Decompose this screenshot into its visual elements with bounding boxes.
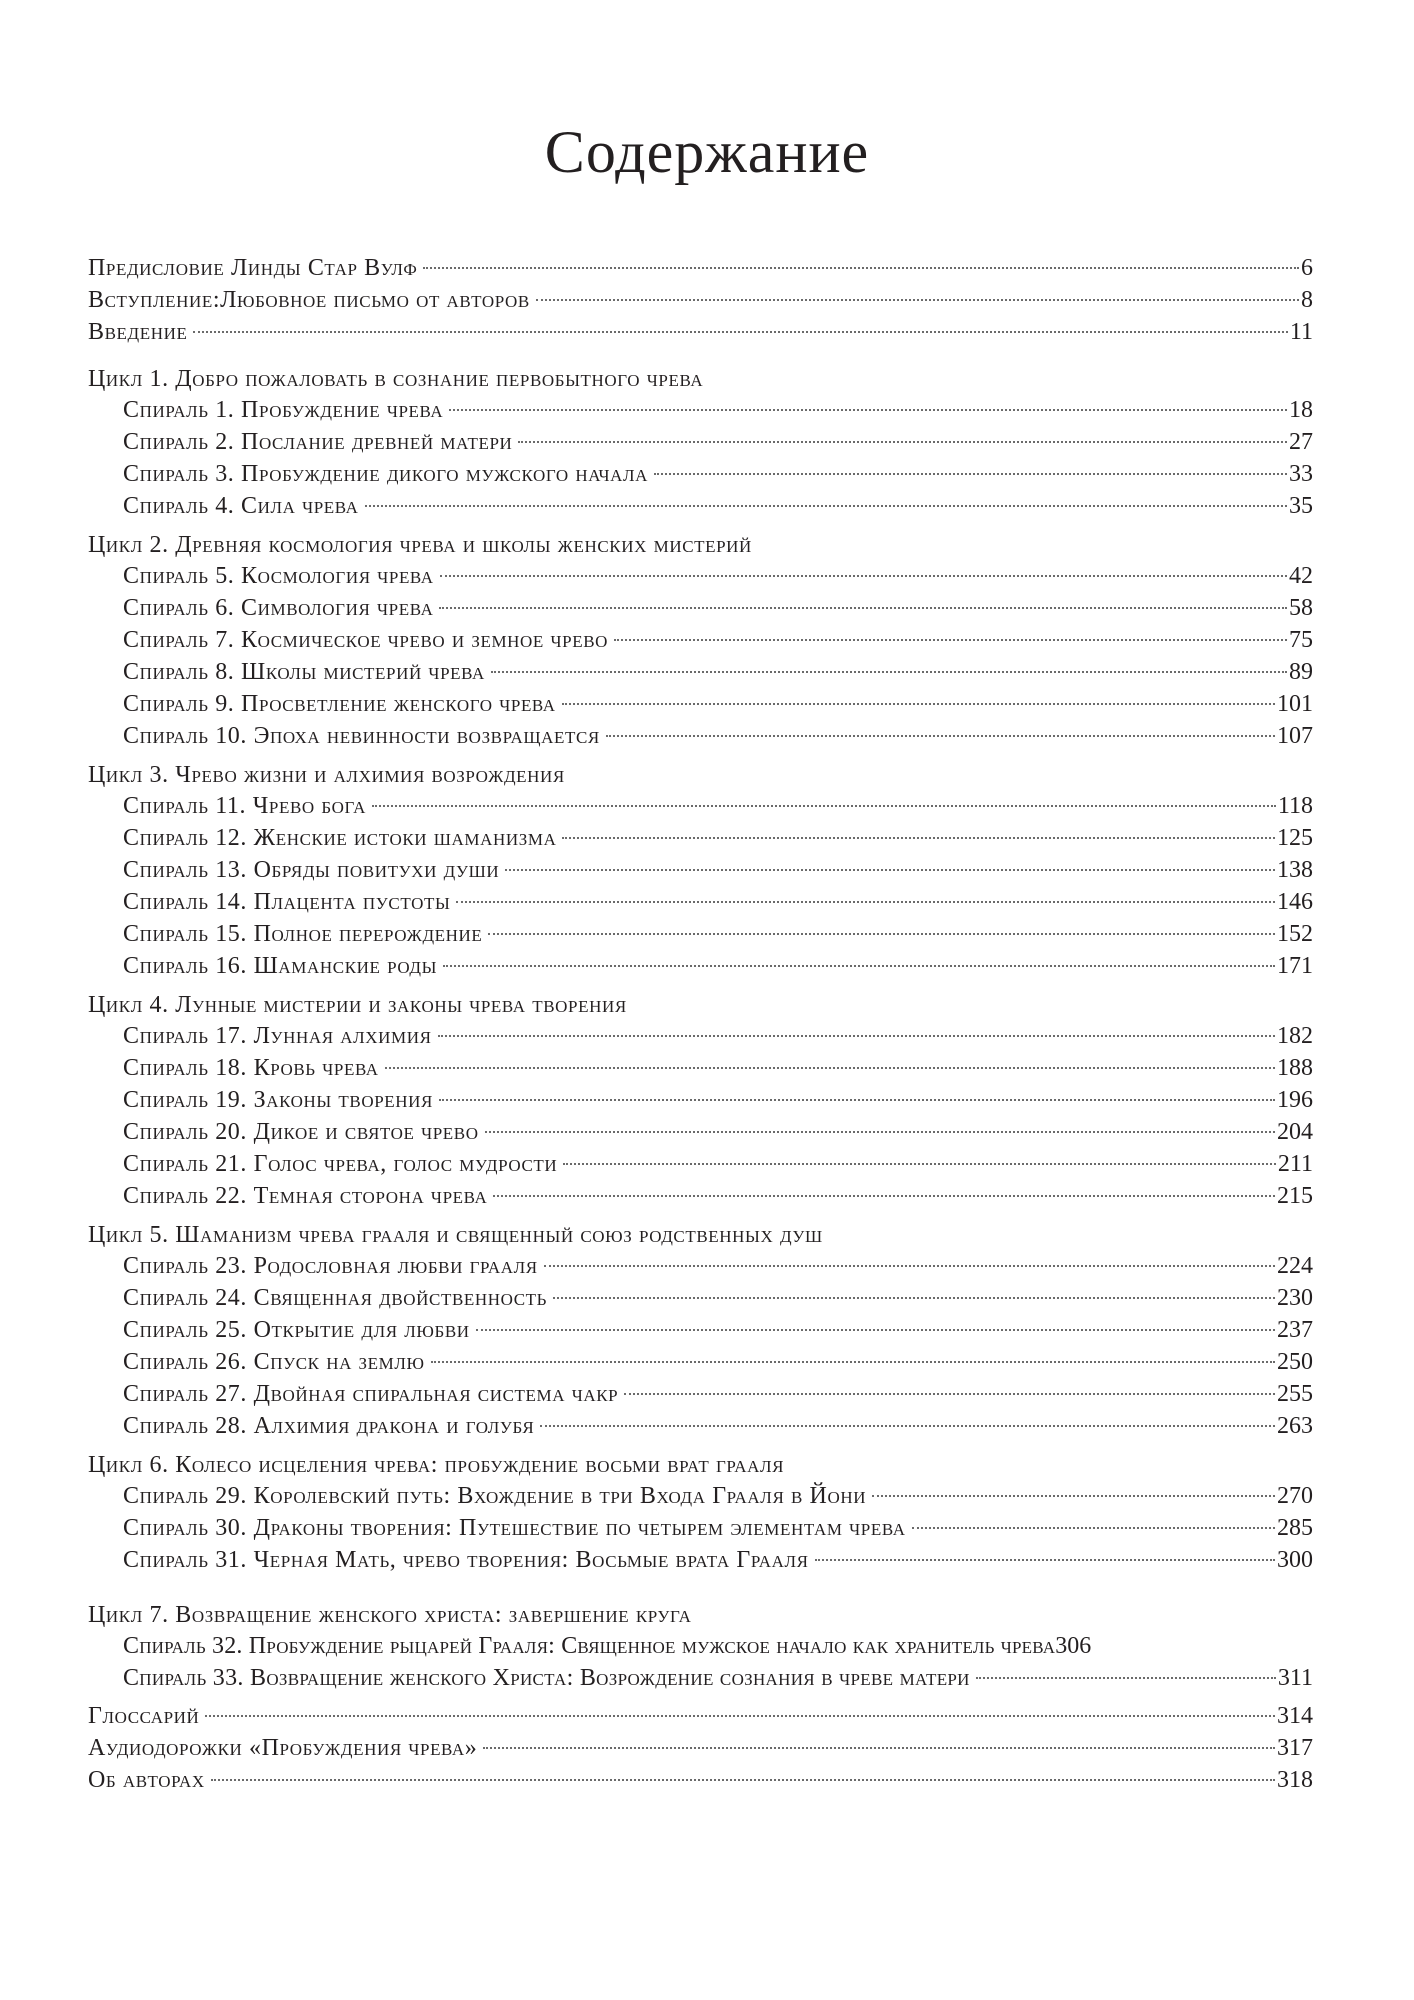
dot-leader xyxy=(544,1265,1275,1267)
dot-leader xyxy=(385,1067,1275,1069)
toc-entry-page: 107 xyxy=(1277,723,1313,749)
dot-leader xyxy=(488,933,1275,935)
toc-entry-page: 118 xyxy=(1277,793,1313,819)
toc-entry-spiral-22[interactable] xyxy=(88,1180,1313,1212)
toc-entry-page: 224 xyxy=(1277,1253,1313,1279)
toc-entry-page: 152 xyxy=(1277,921,1313,947)
toc-entry-label: Спираль 24. Священная двойственность xyxy=(123,1285,548,1311)
dot-leader xyxy=(536,299,1299,301)
toc-entry-label: Спираль 27. Двойная спиральная система чакр xyxy=(123,1381,619,1407)
dot-leader xyxy=(505,869,1275,871)
toc-entry-spiral-10[interactable] xyxy=(88,720,1313,752)
dot-leader xyxy=(493,1195,1275,1197)
toc-entry-page: 42 xyxy=(1289,563,1313,589)
toc-entry-spiral-3[interactable] xyxy=(88,458,1313,490)
toc-entry-page: 125 xyxy=(1277,825,1313,851)
toc-entry-label: Спираль 29. Королевский путь: Вхождение в три Входа Грааля в Йони xyxy=(123,1483,867,1509)
dot-leader xyxy=(912,1527,1275,1529)
toc-entry-spiral-6[interactable] xyxy=(88,592,1313,624)
toc-entry-label: Глоссарий xyxy=(88,1703,200,1729)
toc-entry-page: 318 xyxy=(1277,1767,1313,1793)
cycle-heading-4[interactable]: Цикл 4. Лунные мистерии и законы чрева творения xyxy=(88,992,627,1018)
toc-entry-label: Спираль 25. Открытие для любви xyxy=(123,1317,470,1343)
toc-entry-page: 215 xyxy=(1277,1183,1313,1209)
toc-entry-page: 182 xyxy=(1277,1023,1313,1049)
toc-entry-label: Спираль 23. Родословная любви грааля xyxy=(123,1253,538,1279)
toc-entry-page: 8 xyxy=(1301,287,1313,313)
toc-entry-spiral-2[interactable] xyxy=(88,426,1313,458)
toc-entry-label: Спираль 13. Обряды повитухи души xyxy=(123,857,500,883)
dot-leader xyxy=(449,409,1287,411)
dot-leader xyxy=(491,671,1287,673)
toc-entry-spiral-31[interactable] xyxy=(88,1544,1313,1576)
toc-entry-label: Спираль 8. Школы мистерий чрева xyxy=(123,659,485,685)
toc-entry-label: Спираль 1. Пробуждение чрева xyxy=(123,397,444,423)
toc-entry-page: 75 xyxy=(1289,627,1313,653)
table-of-contents xyxy=(88,252,1313,1796)
toc-entry-label: Спираль 16. Шаманские роды xyxy=(123,953,438,979)
toc-entry-label: Спираль 26. Спуск на землю xyxy=(123,1349,425,1375)
dot-leader xyxy=(205,1715,1275,1717)
toc-entry-page: 211 xyxy=(1277,1151,1313,1177)
toc-entry-page: 33 xyxy=(1289,461,1313,487)
dot-leader xyxy=(518,441,1287,443)
toc-entry-label: Спираль 7. Космическое чрево и земное чрево xyxy=(123,627,609,653)
toc-entry-spiral-30[interactable] xyxy=(88,1512,1313,1544)
toc-entry-page: 171 xyxy=(1277,953,1313,979)
toc-entry-label: Спираль 11. Чрево бога xyxy=(123,793,366,819)
toc-entry-page: 18 xyxy=(1289,397,1313,423)
dot-leader xyxy=(439,1099,1275,1101)
toc-entry-label: Аудиодорожки «Пробуждения чрева» xyxy=(88,1735,478,1761)
toc-entry-page: 27 xyxy=(1289,429,1313,455)
toc-entry-introduction[interactable] xyxy=(88,316,1313,348)
toc-entry-label: Спираль 30. Драконы творения: Путешествие по четырем элементам чрева xyxy=(123,1515,906,1541)
toc-entry-spiral-28[interactable] xyxy=(88,1410,1313,1442)
toc-entry-label: Предисловие Линды Стар Вулф xyxy=(88,255,418,281)
toc-entry-spiral-32[interactable] xyxy=(88,1630,1313,1662)
dot-leader xyxy=(423,267,1299,269)
dot-leader xyxy=(553,1297,1275,1299)
toc-entry-spiral-29[interactable] xyxy=(88,1480,1313,1512)
toc-entry-page: 138 xyxy=(1277,857,1313,883)
dot-leader xyxy=(372,805,1276,807)
toc-entry-label: Спираль 31. Черная Мать, чрево творения: Восьмые врата Грааля xyxy=(123,1547,809,1573)
dot-leader xyxy=(562,837,1275,839)
toc-entry-label: Спираль 10. Эпоха невинности возвращается xyxy=(123,723,600,749)
toc-entry-page: 230 xyxy=(1277,1285,1313,1311)
toc-entry-page: 311 xyxy=(1277,1665,1313,1691)
toc-entry-label: Спираль 18. Кровь чрева xyxy=(123,1055,379,1081)
toc-entry-label: Спираль 21. Голос чрева, голос мудрости xyxy=(123,1151,558,1177)
toc-entry-spiral-1[interactable] xyxy=(88,394,1313,426)
toc-entry-spiral-7[interactable] xyxy=(88,624,1313,656)
toc-entry-page: 6 xyxy=(1301,255,1313,281)
cycle-heading-2[interactable]: Цикл 2. Древняя космология чрева и школы женских мистерий xyxy=(88,532,752,558)
toc-entry-spiral-16[interactable] xyxy=(88,950,1313,982)
dot-leader xyxy=(562,703,1275,705)
toc-entry-page: 237 xyxy=(1277,1317,1313,1343)
toc-entry-glossary[interactable] xyxy=(88,1700,1313,1732)
toc-entry-label: Спираль 6. Симвология чрева xyxy=(123,595,434,621)
toc-entry-spiral-5[interactable] xyxy=(88,560,1313,592)
dot-leader xyxy=(440,575,1287,577)
dot-leader xyxy=(624,1393,1275,1395)
toc-entry-label: Спираль 4. Сила чрева xyxy=(123,493,359,519)
toc-entry-spiral-11[interactable] xyxy=(88,790,1313,822)
toc-entry-spiral-33[interactable] xyxy=(88,1662,1313,1694)
dot-leader xyxy=(815,1559,1275,1561)
toc-entry-spiral-25[interactable] xyxy=(88,1314,1313,1346)
toc-entry-spiral-15[interactable] xyxy=(88,918,1313,950)
dot-leader xyxy=(439,607,1287,609)
cycle-heading-1[interactable]: Цикл 1. Добро пожаловать в сознание первобытного чрева xyxy=(88,366,704,392)
toc-entry-preface[interactable] xyxy=(88,284,1313,316)
toc-entry-spiral-13[interactable] xyxy=(88,854,1313,886)
toc-entry-page: 306 xyxy=(1055,1633,1092,1659)
toc-entry-label: Спираль 12. Женские истоки шаманизма xyxy=(123,825,557,851)
toc-entry-page: 11 xyxy=(1289,319,1313,345)
toc-entry-page: 263 xyxy=(1277,1413,1313,1439)
toc-entry-label: Вступление:Любовное письмо от авторов xyxy=(88,287,530,313)
toc-entry-page: 314 xyxy=(1277,1703,1313,1729)
toc-entry-label: Спираль 2. Послание древней матери xyxy=(123,429,513,455)
toc-entry-spiral-27[interactable] xyxy=(88,1378,1313,1410)
dot-leader xyxy=(606,735,1275,737)
toc-entry-label: Спираль 22. Темная сторона чрева xyxy=(123,1183,488,1209)
toc-entry-label: Спираль 14. Плацента пустоты xyxy=(123,889,451,915)
toc-entry-page: 317 xyxy=(1277,1735,1313,1761)
cycle-heading-6[interactable]: Цикл 6. Колесо исцеления чрева: пробуждение восьми врат грааля xyxy=(88,1452,785,1478)
toc-entry-page: 255 xyxy=(1277,1381,1313,1407)
toc-entry-page: 204 xyxy=(1277,1119,1313,1145)
dot-leader xyxy=(485,1131,1275,1133)
dot-leader xyxy=(193,331,1287,333)
toc-entry-label: Спираль 9. Просветление женского чрева xyxy=(123,691,556,717)
cycle-heading-7[interactable]: Цикл 7. Возвращение женского христа: завершение круга xyxy=(88,1602,692,1628)
toc-entry-label: Введение xyxy=(88,319,188,345)
toc-entry-label: Спираль 32. Пробуждение рыцарей Грааля: Священное мужское начало как хранитель чрева xyxy=(123,1633,1056,1659)
dot-leader xyxy=(976,1677,1276,1679)
dot-leader xyxy=(614,639,1287,641)
cycle-heading-5[interactable]: Цикл 5. Шаманизм чрева грааля и священный союз родственных душ xyxy=(88,1222,823,1248)
toc-entry-label: Спираль 20. Дикое и святое чрево xyxy=(123,1119,479,1145)
dot-leader xyxy=(456,901,1275,903)
page-title: Содержание xyxy=(544,119,870,185)
toc-entry-spiral-8[interactable] xyxy=(88,656,1313,688)
toc-entry-label: Спираль 3. Пробуждение дикого мужского начала xyxy=(123,461,649,487)
toc-entry-page: 188 xyxy=(1277,1055,1313,1081)
toc-entry-spiral-26[interactable] xyxy=(88,1346,1313,1378)
toc-entry-spiral-4[interactable] xyxy=(88,490,1313,522)
toc-entry-page: 35 xyxy=(1289,493,1313,519)
toc-entry-spiral-18[interactable] xyxy=(88,1052,1313,1084)
toc-entry-spiral-19[interactable] xyxy=(88,1084,1313,1116)
toc-entry-spiral-21[interactable] xyxy=(88,1148,1313,1180)
dot-leader xyxy=(211,1779,1275,1781)
toc-entry-label: Спираль 28. Алхимия дракона и голубя xyxy=(123,1413,535,1439)
toc-entry-label: Спираль 19. Законы творения xyxy=(123,1087,433,1113)
dot-leader xyxy=(476,1329,1275,1331)
toc-entry-page: 89 xyxy=(1289,659,1313,685)
toc-entry-label: Спираль 33. Возвращение женского Христа: Возрождение сознания в чреве матери xyxy=(123,1665,970,1691)
toc-entry-label: Спираль 15. Полное перерождение xyxy=(123,921,483,947)
dot-leader xyxy=(654,473,1287,475)
toc-entry-page: 58 xyxy=(1289,595,1313,621)
dot-leader xyxy=(443,965,1275,967)
toc-entry-label: Спираль 17. Лунная алхимия xyxy=(123,1023,432,1049)
toc-entry-label: Об авторах xyxy=(88,1767,205,1793)
toc-entry-spiral-24[interactable] xyxy=(88,1282,1313,1314)
toc-entry-spiral-20[interactable] xyxy=(88,1116,1313,1148)
toc-entry-page: 146 xyxy=(1277,889,1313,915)
toc-entry-foreword[interactable] xyxy=(88,252,1313,284)
toc-entry-audio-tracks[interactable] xyxy=(88,1732,1313,1764)
toc-entry-page: 270 xyxy=(1277,1483,1313,1509)
toc-entry-spiral-17[interactable] xyxy=(88,1020,1313,1052)
toc-entry-page: 250 xyxy=(1277,1349,1313,1375)
dot-leader xyxy=(540,1425,1275,1427)
dot-leader xyxy=(563,1163,1276,1165)
dot-leader xyxy=(872,1495,1275,1497)
toc-entry-about-authors[interactable] xyxy=(88,1764,1313,1796)
toc-entry-page: 285 xyxy=(1277,1515,1313,1541)
toc-entry-page: 101 xyxy=(1277,691,1313,717)
dot-leader xyxy=(483,1747,1275,1749)
toc-entry-page: 196 xyxy=(1277,1087,1313,1113)
cycle-heading-3[interactable]: Цикл 3. Чрево жизни и алхимия возрождения xyxy=(88,762,565,788)
toc-entry-spiral-23[interactable] xyxy=(88,1250,1313,1282)
dot-leader xyxy=(438,1035,1275,1037)
toc-entry-spiral-14[interactable] xyxy=(88,886,1313,918)
dot-leader xyxy=(431,1361,1275,1363)
toc-entry-spiral-12[interactable] xyxy=(88,822,1313,854)
toc-entry-spiral-9[interactable] xyxy=(88,688,1313,720)
dot-leader xyxy=(365,505,1287,507)
toc-entry-page: 300 xyxy=(1277,1547,1313,1573)
toc-entry-label: Спираль 5. Космология чрева xyxy=(123,563,434,589)
